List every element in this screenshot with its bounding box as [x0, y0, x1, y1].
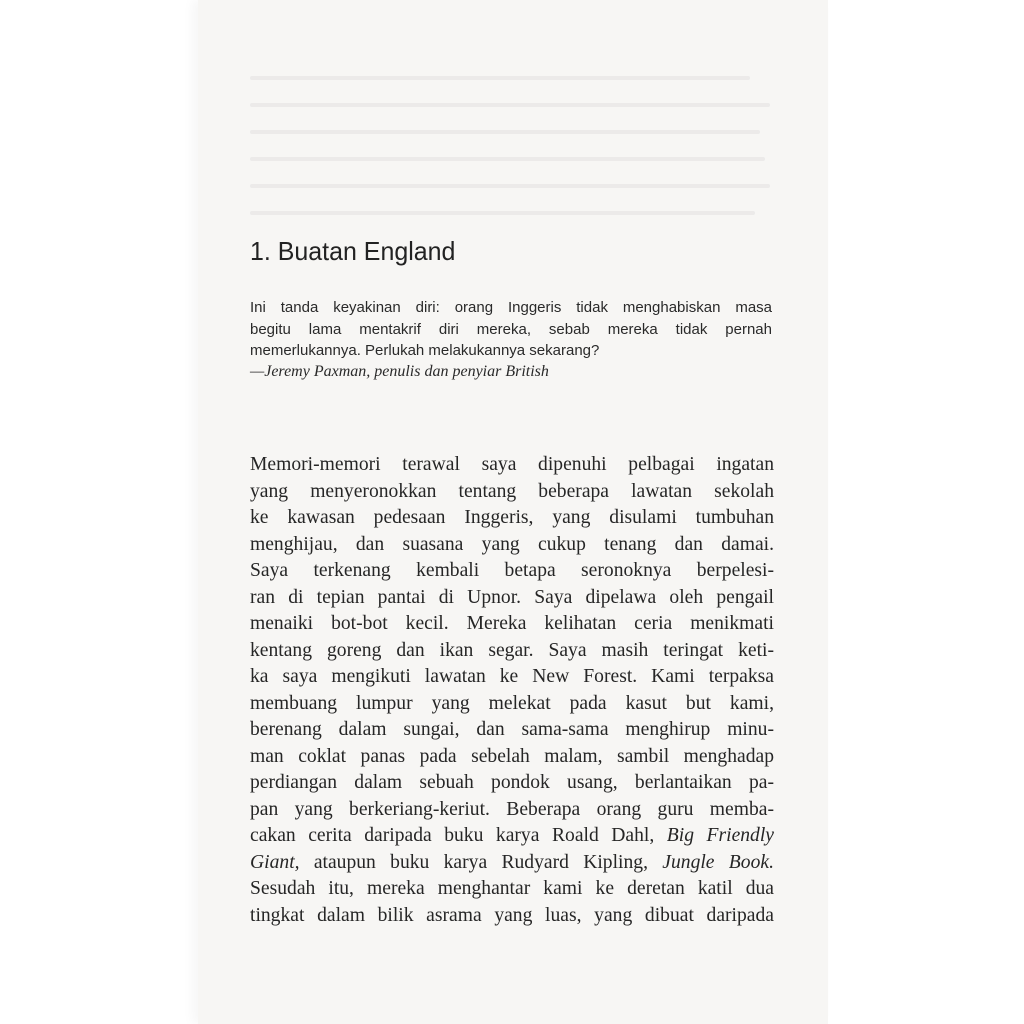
epigraph-line: begitu lama mentakrif diri mereka, sebab mereka tidak pernah	[250, 320, 772, 338]
book-title-italic: Giant,	[250, 851, 300, 873]
body-line: menghijau, dan suasana yang cukup tenang dan damai.	[250, 533, 774, 555]
epigraph-attribution: —Jeremy Paxman, penulis dan penyiar British	[250, 362, 549, 380]
body-line	[250, 823, 774, 850]
body-line: ran di tepian pantai di Upnor. Saya dipelawa oleh pengail	[250, 586, 774, 608]
show-through-line	[250, 76, 750, 80]
body-line: membuang lumpur yang melekat pada kasut but kami,	[250, 692, 774, 714]
body-line-text: ataupun buku karya Rudyard Kipling,	[313, 851, 648, 873]
body-line: Sesudah itu, mereka menghantar kami ke deretan katil dua	[250, 878, 774, 899]
body-line: menaiki bot-bot kecil. Mereka kelihatan ceria menikmati	[250, 613, 774, 634]
show-through-line	[250, 103, 770, 107]
epigraph	[250, 297, 772, 382]
body-line-text: cakan cerita daripada buku karya Roald Dahl,	[250, 825, 655, 846]
show-through-line	[250, 211, 755, 215]
body-line: man coklat panas pada sebelah malam, sambil menghadap	[250, 745, 774, 767]
book-title-italic: Big Friendly	[666, 825, 774, 846]
body-line: ke kawasan pedesaan Inggeris, yang disulami tumbuhan	[250, 507, 774, 528]
body-line: yang menyeronokkan tentang beberapa lawatan sekolah	[250, 480, 774, 502]
body-text	[250, 452, 774, 929]
body-line: kentang goreng dan ikan segar. Saya masih teringat keti-	[250, 639, 774, 661]
show-through-line	[250, 184, 770, 188]
show-through-line	[250, 130, 760, 134]
chapter-title: 1. Buatan England	[250, 236, 456, 266]
body-line	[250, 850, 774, 877]
body-line: tingkat dalam bilik asrama yang luas, yang dibuat daripada	[250, 904, 774, 926]
body-line: pan yang berkeriang-keriut. Beberapa orang guru memba-	[250, 798, 774, 820]
body-line: ka saya mengikuti lawatan ke New Forest. Kami terpaksa	[250, 666, 774, 687]
book-title-italic: Jungle Book.	[662, 851, 774, 873]
body-line: berenang dalam sungai, dan sama-sama menghirup minu-	[250, 719, 774, 740]
show-through-line	[250, 157, 765, 161]
epigraph-line: Ini tanda keyakinan diri: orang Inggeris tidak menghabiskan masa	[250, 299, 772, 316]
body-line: Memori-memori terawal saya dipenuhi pelbagai ingatan	[250, 454, 774, 475]
epigraph-line: memerlukannya. Perlukah melakukannya sekarang?	[250, 342, 600, 359]
body-line: Saya terkenang kembali betapa seronoknya berpelesi-	[250, 560, 774, 581]
body-line: perdiangan dalam sebuah pondok usang, berlantaikan pa-	[250, 772, 774, 793]
